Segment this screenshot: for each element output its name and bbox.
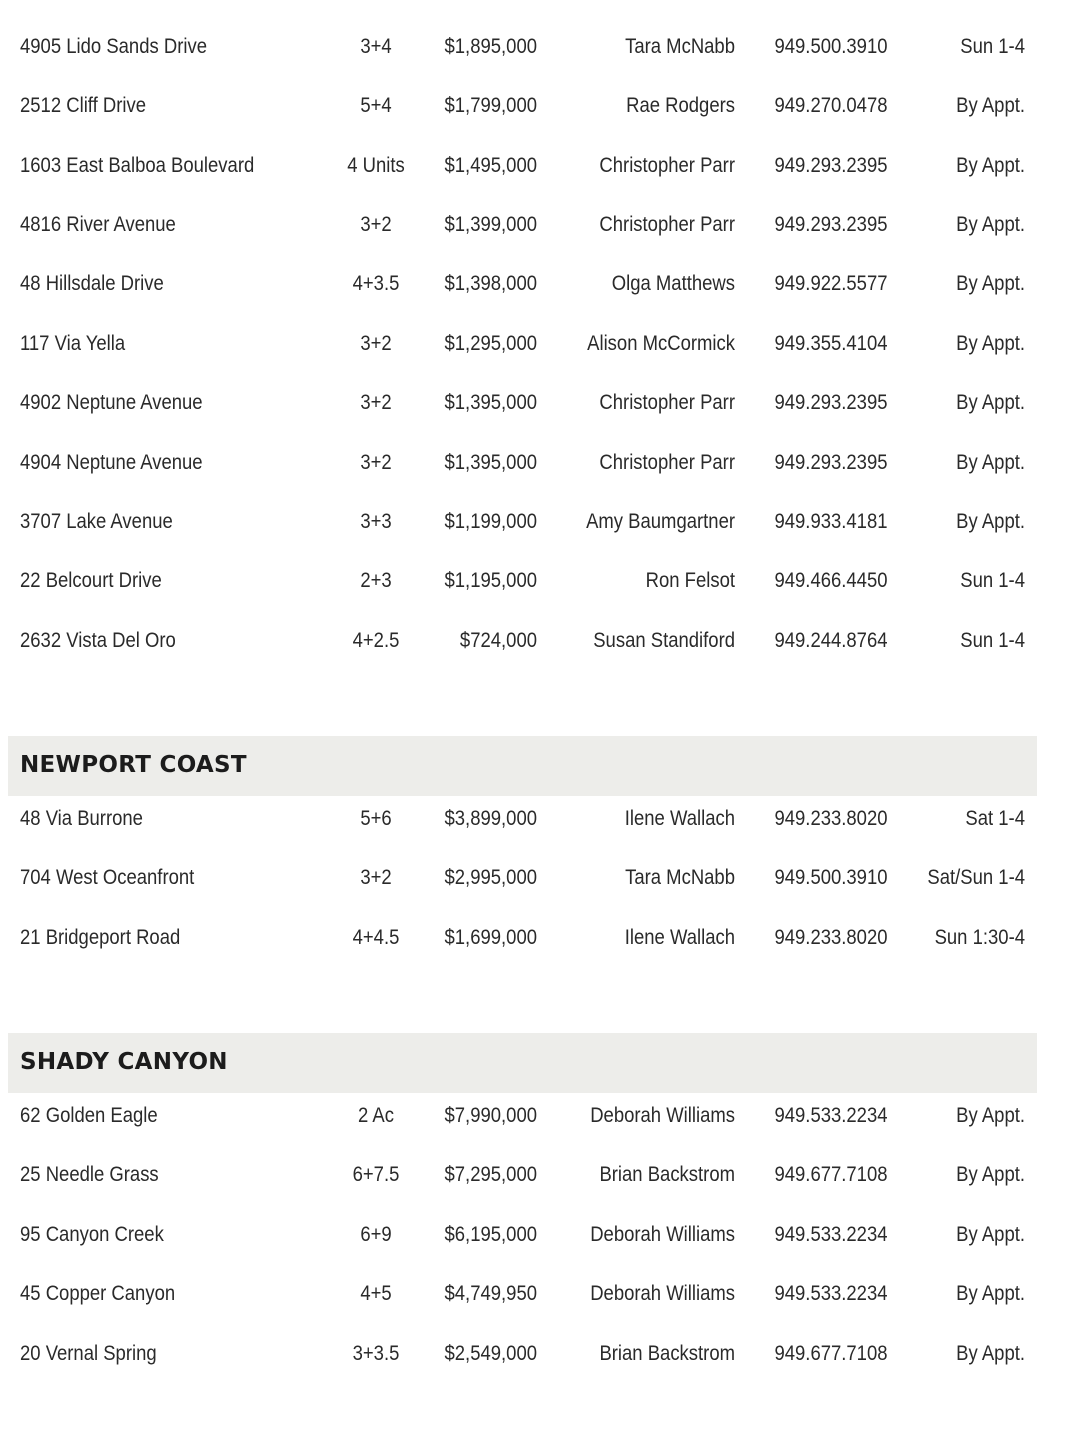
- listing-address: 117 Via Yella: [20, 332, 126, 355]
- listing-beds-baths: 6+9: [360, 1223, 392, 1246]
- listing-price: $7,295,000: [444, 1163, 537, 1186]
- listing-phone: 949.233.8020: [774, 926, 888, 949]
- listing-row: [0, 205, 1069, 245]
- listing-price: $1,395,000: [444, 391, 537, 414]
- listing-open-house: Sun 1-4: [960, 569, 1025, 592]
- listing-address: 22 Belcourt Drive: [20, 569, 162, 592]
- listing-address: 1603 East Balboa Boulevard: [20, 154, 255, 177]
- listing-beds-baths: 2 Ac: [358, 1104, 394, 1127]
- listing-price: $1,495,000: [444, 154, 537, 177]
- listing-row: [0, 561, 1069, 601]
- listing-open-house: Sun 1:30-4: [934, 926, 1025, 949]
- listing-row: [0, 1096, 1069, 1136]
- listing-price: $3,899,000: [444, 807, 537, 830]
- listing-price: $4,749,950: [444, 1282, 537, 1305]
- listing-beds-baths: 5+6: [360, 807, 392, 830]
- listing-phone: 949.933.4181: [774, 510, 888, 533]
- listing-open-house: By Appt.: [956, 154, 1025, 177]
- listing-row: [0, 858, 1069, 898]
- listing-price: $724,000: [459, 629, 537, 652]
- listing-price: $1,799,000: [444, 94, 537, 117]
- listing-row: [0, 1155, 1069, 1195]
- listing-address: 45 Copper Canyon: [20, 1282, 176, 1305]
- listing-price: $1,398,000: [444, 272, 537, 295]
- listing-address: 95 Canyon Creek: [20, 1223, 164, 1246]
- listing-phone: 949.500.3910: [774, 35, 888, 58]
- listing-price: $1,295,000: [444, 332, 537, 355]
- listing-price: $2,549,000: [444, 1342, 537, 1365]
- listing-beds-baths: 3+4: [360, 35, 392, 58]
- listing-beds-baths: 6+7.5: [352, 1163, 400, 1186]
- listing-phone: 949.533.2234: [774, 1104, 888, 1127]
- listing-price: $1,399,000: [444, 213, 537, 236]
- listing-address: 4902 Neptune Avenue: [20, 391, 203, 414]
- listing-address: 48 Hillsdale Drive: [20, 272, 164, 295]
- listing-phone: 949.293.2395: [774, 391, 888, 414]
- listing-beds-baths: 3+2: [360, 866, 392, 889]
- listing-agent: Rae Rodgers: [626, 94, 735, 117]
- listing-row: [0, 383, 1069, 423]
- section-title: SHADY CANYON: [20, 1049, 228, 1075]
- listing-phone: 949.500.3910: [774, 866, 888, 889]
- listing-row: [0, 27, 1069, 67]
- listing-row: [0, 324, 1069, 364]
- listing-phone: 949.677.7108: [774, 1342, 888, 1365]
- listing-open-house: By Appt.: [956, 510, 1025, 533]
- listing-agent: Deborah Williams: [590, 1282, 735, 1305]
- listing-agent: Ilene Wallach: [624, 926, 735, 949]
- listing-address: 2512 Cliff Drive: [20, 94, 147, 117]
- listing-open-house: Sun 1-4: [960, 35, 1025, 58]
- listing-row: [0, 1215, 1069, 1255]
- listing-agent: Olga Matthews: [611, 272, 735, 295]
- listing-agent: Christopher Parr: [599, 213, 735, 236]
- listing-beds-baths: 3+2: [360, 391, 392, 414]
- listing-address: 62 Golden Eagle: [20, 1104, 158, 1127]
- listing-address: 4904 Neptune Avenue: [20, 451, 203, 474]
- listing-open-house: By Appt.: [956, 1223, 1025, 1246]
- listing-phone: 949.244.8764: [774, 629, 888, 652]
- listing-agent: Tara McNabb: [625, 35, 735, 58]
- listing-row: [0, 146, 1069, 186]
- section-title: NEWPORT COAST: [20, 752, 247, 778]
- listing-open-house: Sat 1-4: [965, 807, 1025, 830]
- section-header: [8, 1033, 1037, 1093]
- listing-agent: Tara McNabb: [625, 866, 735, 889]
- listing-open-house: By Appt.: [956, 391, 1025, 414]
- listing-row: [0, 1274, 1069, 1314]
- listing-beds-baths: 4 Units: [347, 154, 405, 177]
- listing-phone: 949.233.8020: [774, 807, 888, 830]
- listing-address: 704 West Oceanfront: [20, 866, 195, 889]
- listing-row: [0, 621, 1069, 661]
- listing-address: 21 Bridgeport Road: [20, 926, 181, 949]
- listing-row: [0, 918, 1069, 958]
- listing-agent: Christopher Parr: [599, 154, 735, 177]
- listing-phone: 949.677.7108: [774, 1163, 888, 1186]
- listing-address: 3707 Lake Avenue: [20, 510, 173, 533]
- listing-phone: 949.533.2234: [774, 1223, 888, 1246]
- listing-beds-baths: 5+4: [360, 94, 392, 117]
- listing-phone: 949.293.2395: [774, 451, 888, 474]
- listing-beds-baths: 2+3: [360, 569, 392, 592]
- listing-beds-baths: 3+3: [360, 510, 392, 533]
- listing-open-house: By Appt.: [956, 1282, 1025, 1305]
- listing-open-house: By Appt.: [956, 1342, 1025, 1365]
- listing-phone: 949.466.4450: [774, 569, 888, 592]
- listing-open-house: By Appt.: [956, 272, 1025, 295]
- listing-price: $1,395,000: [444, 451, 537, 474]
- listing-row: [0, 1334, 1069, 1374]
- listing-row: [0, 502, 1069, 542]
- listing-row: [0, 799, 1069, 839]
- listing-agent: Christopher Parr: [599, 391, 735, 414]
- listing-beds-baths: 4+2.5: [352, 629, 400, 652]
- section-header: [8, 736, 1037, 796]
- listing-open-house: By Appt.: [956, 94, 1025, 117]
- listing-beds-baths: 3+2: [360, 213, 392, 236]
- listing-address: 2632 Vista Del Oro: [20, 629, 176, 652]
- listing-address: 20 Vernal Spring: [20, 1342, 157, 1365]
- listing-row: [0, 86, 1069, 126]
- listing-price: $1,199,000: [444, 510, 537, 533]
- listing-agent: Christopher Parr: [599, 451, 735, 474]
- listing-phone: 949.533.2234: [774, 1282, 888, 1305]
- listing-beds-baths: 3+2: [360, 332, 392, 355]
- listing-agent: Ilene Wallach: [624, 807, 735, 830]
- listing-row: [0, 443, 1069, 483]
- listing-price: $6,195,000: [444, 1223, 537, 1246]
- listing-beds-baths: 3+3.5: [352, 1342, 400, 1365]
- listing-phone: 949.293.2395: [774, 154, 888, 177]
- listing-row: [0, 264, 1069, 304]
- listing-price: $7,990,000: [444, 1104, 537, 1127]
- listing-agent: Brian Backstrom: [599, 1342, 735, 1365]
- listing-agent: Ron Felsot: [645, 569, 735, 592]
- listing-open-house: By Appt.: [956, 213, 1025, 236]
- listing-price: $1,699,000: [444, 926, 537, 949]
- listing-open-house: By Appt.: [956, 332, 1025, 355]
- listing-address: 48 Via Burrone: [20, 807, 143, 830]
- listing-phone: 949.293.2395: [774, 213, 888, 236]
- listing-address: 4816 River Avenue: [20, 213, 176, 236]
- listing-price: $1,195,000: [444, 569, 537, 592]
- listing-open-house: By Appt.: [956, 451, 1025, 474]
- listing-open-house: Sat/Sun 1-4: [927, 866, 1025, 889]
- listing-agent: Amy Baumgartner: [586, 510, 735, 533]
- listing-address: 4905 Lido Sands Drive: [20, 35, 207, 58]
- listing-phone: 949.270.0478: [774, 94, 888, 117]
- listing-open-house: Sun 1-4: [960, 629, 1025, 652]
- listing-open-house: By Appt.: [956, 1104, 1025, 1127]
- listing-agent: Brian Backstrom: [599, 1163, 735, 1186]
- listing-agent: Susan Standiford: [593, 629, 735, 652]
- listing-beds-baths: 4+5: [360, 1282, 392, 1305]
- listing-beds-baths: 4+4.5: [352, 926, 400, 949]
- listing-beds-baths: 3+2: [360, 451, 392, 474]
- listing-open-house: By Appt.: [956, 1163, 1025, 1186]
- listing-phone: 949.355.4104: [774, 332, 888, 355]
- listing-phone: 949.922.5577: [774, 272, 888, 295]
- listing-agent: Deborah Williams: [590, 1223, 735, 1246]
- listing-price: $2,995,000: [444, 866, 537, 889]
- listing-beds-baths: 4+3.5: [352, 272, 400, 295]
- listing-address: 25 Needle Grass: [20, 1163, 159, 1186]
- listing-price: $1,895,000: [444, 35, 537, 58]
- listing-agent: Deborah Williams: [590, 1104, 735, 1127]
- listing-agent: Alison McCormick: [587, 332, 735, 355]
